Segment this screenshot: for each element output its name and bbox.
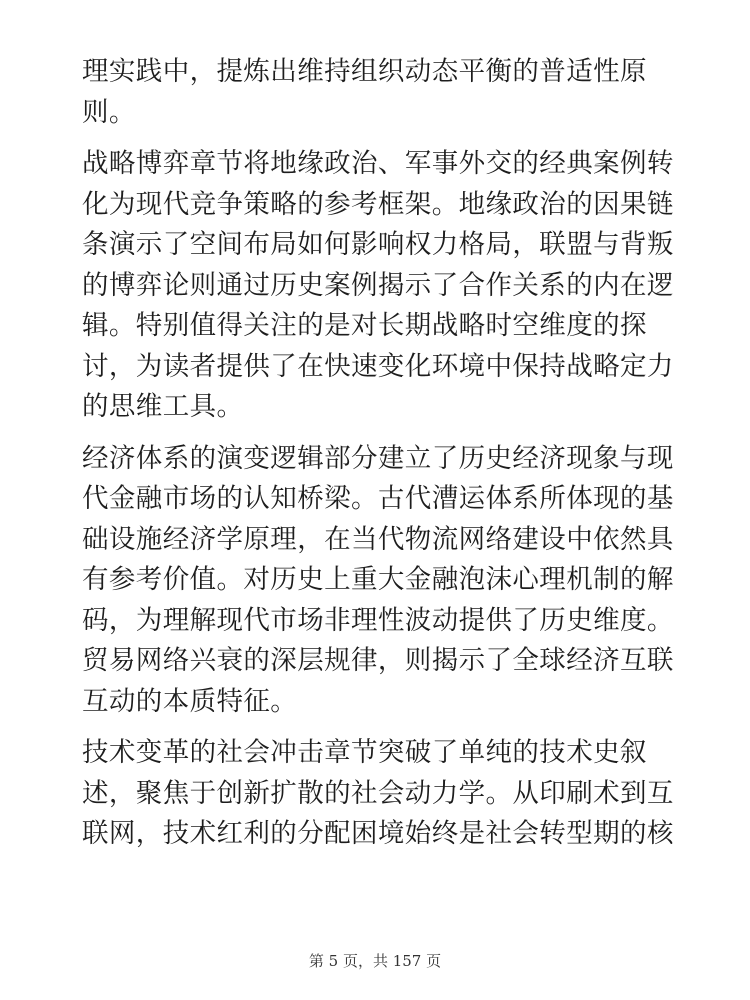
paragraph-3	[82, 439, 682, 723]
text-line: 联网，技术红利的分配困境始终是社会转型期的核	[82, 818, 674, 849]
text-line: 述，聚焦于创新扩散的社会动力学。从印刷术到互	[82, 777, 674, 809]
page-number-footer: 第 5 页，共 157 页	[308, 952, 442, 970]
text-line: 则。	[82, 96, 136, 128]
text-line: 贸易网络兴衰的深层规律，则揭示了全球经济互联	[82, 645, 674, 676]
text-line: 技术变革的社会冲击章节突破了单纯的技术史叙	[82, 737, 647, 768]
text-line: 理实践中，提炼出维持组织动态平衡的普适性原	[82, 56, 647, 87]
text-line: 经济体系的演变逻辑部分建立了历史经济现象与现	[82, 442, 674, 474]
text-line: 互动的本质特征。	[82, 685, 298, 717]
body-text	[82, 52, 682, 866]
text-line: 化为现代竞争策略的参考框架。地缘政治的因果链	[82, 188, 674, 220]
text-line: 讨，为读者提供了在快速变化环境中保持战略定力	[82, 350, 674, 382]
paragraph-1	[82, 52, 682, 133]
paragraph-4	[82, 733, 682, 855]
text-line: 码，为理解现代市场非理性波动提供了历史维度。	[82, 604, 674, 636]
text-line: 的博弈论则通过历史案例揭示了合作关系的内在逻	[82, 269, 674, 301]
text-line: 础设施经济学原理，在当代物流网络建设中依然具	[82, 523, 674, 555]
text-line: 条演示了空间布局如何影响权力格局，联盟与背叛	[82, 229, 674, 260]
paragraph-2	[82, 144, 682, 428]
text-line: 有参考价值。对历史上重大金融泡沫心理机制的解	[82, 564, 674, 595]
text-line: 辑。特别值得关注的是对长期战略时空维度的探	[82, 310, 647, 341]
text-line: 代金融市场的认知桥梁。古代漕运体系所体现的基	[82, 483, 674, 514]
text-line: 的思维工具。	[82, 391, 244, 422]
text-line: 战略博弈章节将地缘政治、军事外交的经典案例转	[82, 148, 674, 179]
